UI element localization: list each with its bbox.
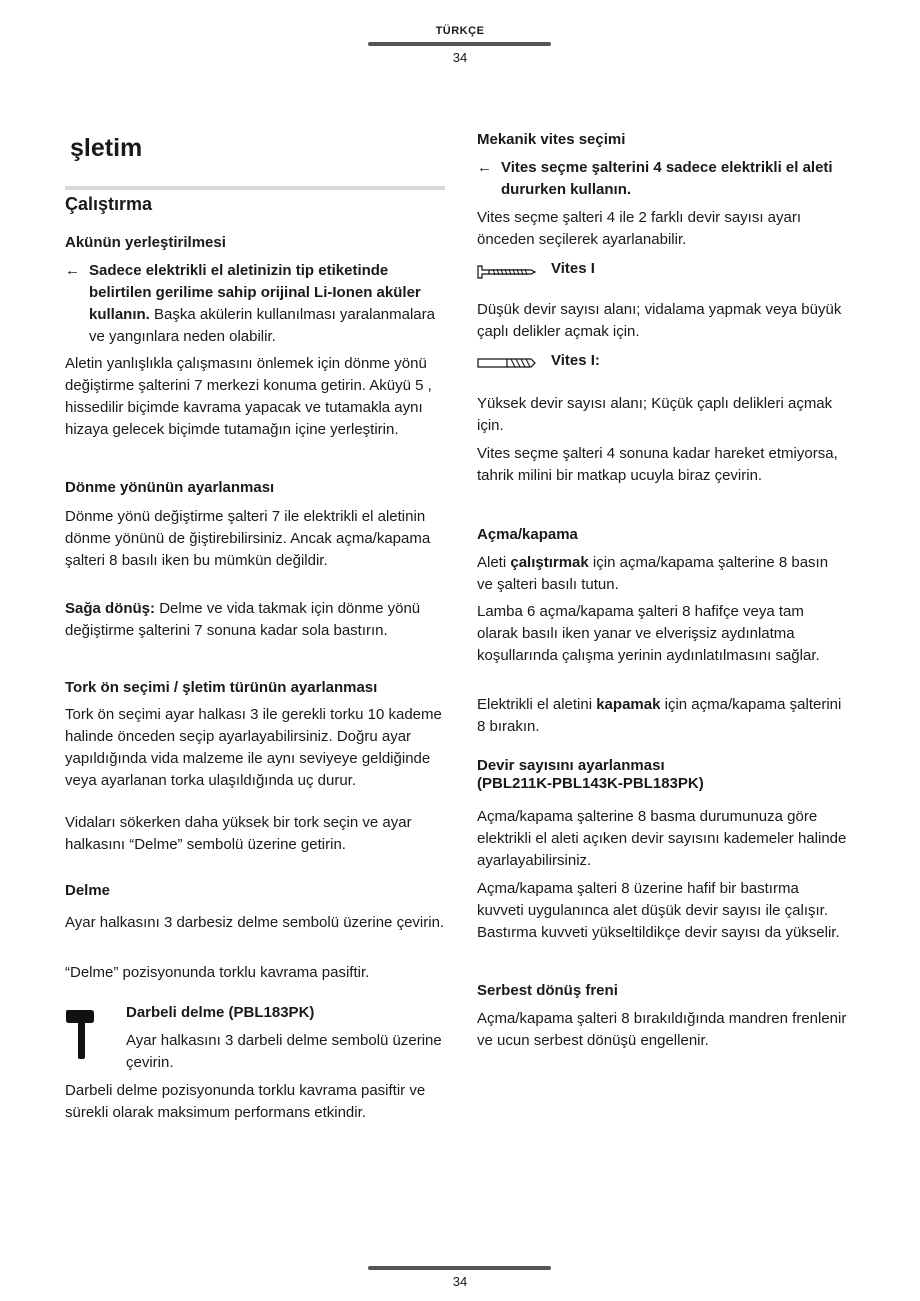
speed-heading xyxy=(477,757,847,793)
battery-warning-normal: Başka akülerin kullanılması yaralanmalara ve yangınlara neden olabilir. xyxy=(89,306,435,345)
gear2-label: Vites I: xyxy=(551,352,600,369)
hammer-icon xyxy=(65,1008,95,1060)
drilling-heading: Delme xyxy=(65,882,111,899)
impact-heading: Darbeli delme (PBL183PK) xyxy=(126,1004,315,1021)
speed-text-2: Açma/kapama şalteri 8 üzerine hafif bir bastırma kuvveti uygulanınca alet düşük devir sayısı ile çalışır. Bastırma kuvveti yükseltildikçe devir sayısı da yükselir. xyxy=(477,880,840,941)
header-rule xyxy=(368,42,551,46)
section-title: şletim xyxy=(70,134,143,162)
language-label: TÜRKÇE xyxy=(435,25,485,37)
onoff-heading: Açma/kapama xyxy=(477,526,578,543)
warning-arrow-icon: ← xyxy=(477,159,492,176)
battery-text: Aletin yanlışlıkla çalışmasını önlemek için dönme yönü değiştirme şalterini 7 merkezi konuma getirin. Aküyü 5 , hissedilir biçimde kavrama yapacak ve tutamakla aynı hizaya gelecek biçimde tutamağın içine yerleştirin. xyxy=(65,355,432,438)
rotation-heading: Dönme yönünün ayarlanması xyxy=(65,479,275,496)
page-number-top: 34 xyxy=(452,50,468,65)
section-subtitle: Çalıştırma xyxy=(65,194,153,214)
right-turn-label: Sağa dönüş: xyxy=(65,600,156,617)
torque-text-2: Vidaları sökerken daha yüksek bir tork seçin ve ayar halkasını “Delme” sembolü üzerine getirin. xyxy=(65,814,412,853)
impact-note: Darbeli delme pozisyonunda torklu kavrama pasiftir ve sürekli olarak maksimum performans etkindir. xyxy=(65,1082,426,1121)
drilling-text-2: “Delme” pozisyonunda torklu kavrama pasiftir. xyxy=(65,964,370,981)
onoff-text-3-pre: Elektrikli el aletini xyxy=(477,696,593,713)
right-turn-text: Delme ve vida takmak için dönme yönü değiştirme şalterini 7 sonuna kadar sola bastırın. xyxy=(65,600,421,639)
right-turn-paragraph xyxy=(65,598,445,642)
gear1-label: Vites I xyxy=(551,260,595,277)
gear-warning xyxy=(477,157,847,201)
speed-heading-line-2: (PBL211K-PBL143K-PBL183PK) xyxy=(477,775,704,792)
gear-heading: Mekanik vites seçimi xyxy=(477,131,626,148)
screw-icon xyxy=(477,264,537,280)
onoff-text-2: Lamba 6 açma/kapama şalteri 8 hafifçe veya tam olarak basılı iken yanar ve elverişsiz aydınlatma koşullarında çalışma yerinin aydınlatılmasını sağlar. xyxy=(477,603,820,664)
gear2-text: Yüksek devir sayısı alanı; Küçük çaplı delikleri açmak için. xyxy=(477,395,833,434)
page-number-bottom: 34 xyxy=(452,1274,468,1289)
battery-warning-bold: Sadece elektrikli el aletinizin tip etiketinde belirtilen gerilime sahip orijinal Li-Ionen aküler kullanın. xyxy=(89,262,421,323)
warning-arrow-icon: ← xyxy=(65,262,80,279)
torque-heading: Tork ön seçimi / şletim türünün ayarlanması xyxy=(65,679,378,696)
drilling-text-1: Ayar halkasını 3 darbesiz delme sembolü üzerine çevirin. xyxy=(65,914,445,931)
onoff-text-1-bold: çalıştırmak xyxy=(510,554,589,571)
gear1-text: Düşük devir sayısı alanı; vidalama yapmak veya büyük çaplı delikler açmak için. xyxy=(477,301,842,340)
torque-text-1: Tork ön seçimi ayar halkası 3 ile gerekli torku 10 kademe halinde önceden seçip ayarlayabilirsiniz. Doğru ayar yapıldığında vida malzeme ile aynı seviyeye geldiğinde veya ayarlanan torka ulaşıldığında uç durur. xyxy=(65,706,442,789)
speed-heading-line-1: Devir sayısını ayarlanması xyxy=(477,757,665,774)
gear-text: Vites seçme şalteri 4 ile 2 farklı devir sayısı ayarı önceden seçilerek ayarlanabilir. xyxy=(477,209,802,248)
impact-text: Ayar halkasını 3 darbeli delme sembolü üzerine çevirin. xyxy=(126,1032,442,1071)
battery-warning xyxy=(65,260,445,348)
gear-note: Vites seçme şalteri 4 sonuna kadar hareket etmiyorsa, tahrik milini bir matkap ucuyla biraz çevirin. xyxy=(477,445,838,484)
speed-text-1: Açma/kapama şalterine 8 basma durumunuza göre elektrikli el aleti açıken devir sayısını kademeler halinde ayarlayabilirsiniz. xyxy=(477,808,847,869)
freewheel-heading: Serbest dönüş freni xyxy=(477,982,618,999)
rotation-text: Dönme yönü değiştirme şalteri 7 ile elektrikli el aletinin dönme yönünü de ğiştirebilirsiniz. Ancak açma/kapama şalteri 8 basılı iken bu mümkün değildir. xyxy=(65,508,431,569)
gear-warning-text: Vites seçme şalterini 4 sadece elektrikli el aleti dururken kullanın. xyxy=(501,159,833,198)
onoff-text-3-post: için açma/kapama şalterini 8 bırakın. xyxy=(477,696,842,735)
footer-rule xyxy=(368,1266,551,1270)
freewheel-text: Açma/kapama şalteri 8 bırakıldığında mandren frenlenir ve ucun serbest dönüşü engellenir. xyxy=(477,1010,847,1049)
battery-heading: Akünün yerleştirilmesi xyxy=(65,234,226,251)
onoff-text-1-pre: Aleti xyxy=(477,554,507,571)
drill-bit-icon xyxy=(477,356,537,370)
onoff-text-3-bold: kapamak xyxy=(596,696,661,713)
section-title-rule xyxy=(65,186,445,190)
onoff-text-3 xyxy=(477,694,847,738)
onoff-text-1 xyxy=(477,552,847,596)
onoff-text-1-post: için açma/kapama şalterine 8 basın ve şalteri basılı tutun. xyxy=(477,554,829,593)
